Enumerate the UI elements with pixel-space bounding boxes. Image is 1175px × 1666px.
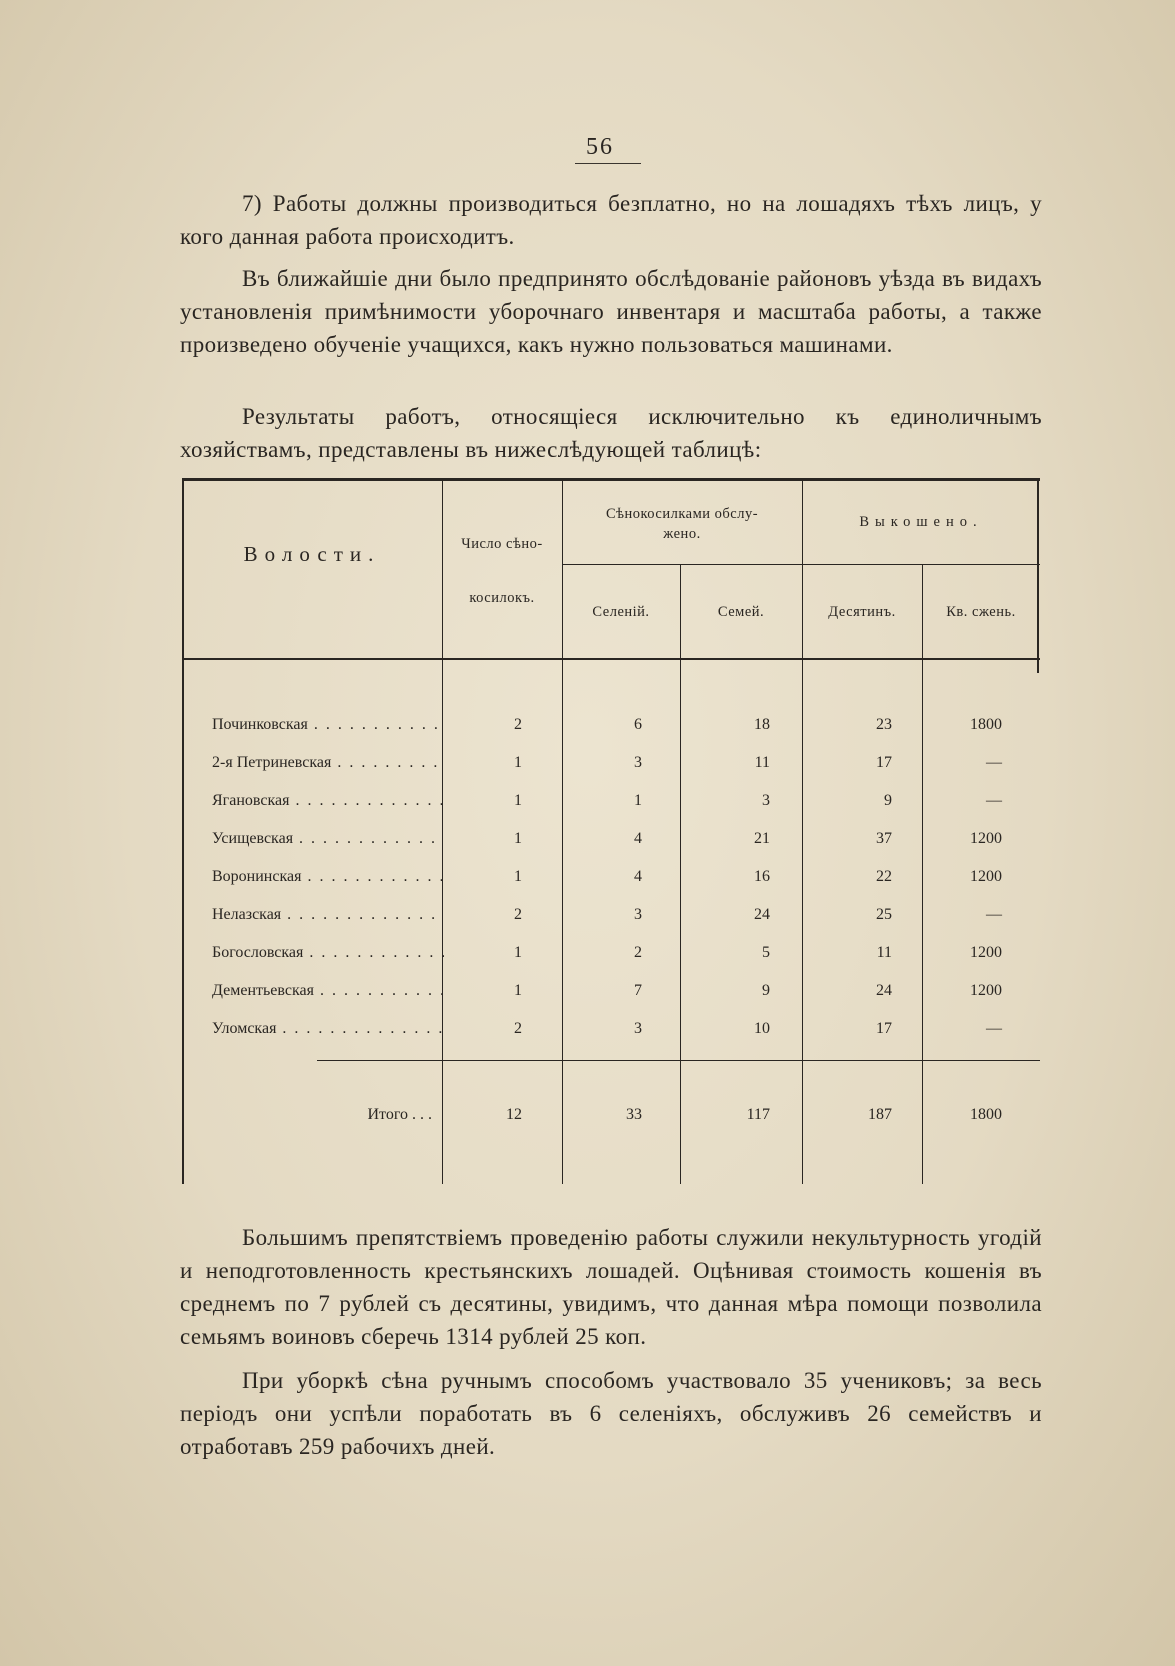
cell-seleniy: 1 [634,792,642,809]
cell-kosilok: 2 [514,1020,522,1037]
header-vykosheno: Выкошено. [859,514,983,530]
paragraph-survey: Въ ближайшіе дни было предпринято обслѣдованіе районовъ уѣзда въ видахъ установленія примѣнимости уборочнаго инвентаря и масштаба работы, а также произведено обученіе учащихся, какъ нужно пользоваться машинами. [180,266,1042,357]
cell-semey: 18 [754,716,770,733]
table-row [182,716,1040,740]
cell-kosilok: 1 [514,982,522,999]
cell-kosilok: 1 [514,868,522,885]
cell-desyatin: 17 [876,1020,892,1037]
cell-kosilok: 1 [514,754,522,771]
cell-semey: 3 [762,792,770,809]
row-name: Ягановская . . . [212,792,444,810]
paragraph-obstacles: Большимъ препятствіемъ проведенію работы служили некультурность угодій и неподготовленность крестьянскихъ лошадей. Оцѣнивая стоимость кошенія въ среднемъ по 7 рублей съ десятины, увидимъ, что данная мѣра помощи позволила семьямъ воиновъ сберечь 1314 рублей 25 коп. [180,1225,1042,1349]
cell-seleniy: 7 [634,982,642,999]
total-desyatin: 187 [868,1106,892,1123]
row-name: Починковская . . . [212,716,444,734]
header-semey: Семей. [717,604,765,620]
row-name: Богословская . . . [212,944,444,962]
table-top-rule [182,478,1040,481]
results-table [182,478,1040,1184]
row-name: Уломская . . . [212,1020,444,1038]
cell-kv-sazhen: — [986,906,1002,923]
row-name: Дементьевская . . . [212,982,444,1000]
paragraph-results-intro: Результаты работъ, относящіеся исключительно къ единоличнымъ хозяйствамъ, представлены въ нижеслѣдующей таблицѣ: [180,404,1042,462]
row-name: 2-я Петриневская . . . [212,754,444,772]
header-kv-sazhen: Кв. сжень. [946,604,1016,620]
header-bottom-rule [182,658,1040,660]
total-kosilok: 12 [506,1106,522,1123]
cell-desyatin: 25 [876,906,892,923]
cell-kosilok: 1 [514,792,522,809]
page-number-rule [575,163,641,164]
header-seleniy: Селеній. [592,604,650,620]
cell-kv-sazhen: 1200 [970,944,1002,961]
table-row [182,754,1040,778]
header-chislo-1: Число сѣно- [461,536,543,552]
cell-seleniy: 2 [634,944,642,961]
cell-semey: 5 [762,944,770,961]
table-row [182,982,1040,1006]
cell-seleniy: 4 [634,830,642,847]
cell-seleniy: 3 [634,754,642,771]
cell-kv-sazhen: 1800 [970,716,1002,733]
cell-seleniy: 3 [634,1020,642,1037]
total-kv-sazhen: 1800 [970,1106,1002,1123]
row-name: Воронинская . . . [212,868,444,886]
cell-seleniy: 3 [634,906,642,923]
cell-semey: 9 [762,982,770,999]
cell-semey: 16 [754,868,770,885]
cell-desyatin: 24 [876,982,892,999]
header-desyatin: Десятинъ. [828,604,896,620]
cell-kv-sazhen: 1200 [970,868,1002,885]
table-row [182,944,1040,968]
row-name: Усищевская . . . [212,830,444,848]
table-row [182,1020,1040,1044]
cell-seleniy: 4 [634,868,642,885]
table-row [182,830,1040,854]
cell-kosilok: 2 [514,716,522,733]
cell-seleniy: 6 [634,716,642,733]
cell-kv-sazhen: — [986,792,1002,809]
header-obsluzheno-2: жено. [663,526,701,542]
header-obsluzheno-1: Сѣнокосилками обслу- [605,506,759,522]
total-rule [317,1060,1040,1061]
cell-desyatin: 9 [884,792,892,809]
cell-kv-sazhen: 1200 [970,982,1002,999]
total-label: Итого . . . [367,1106,432,1123]
paragraph-rule-7: 7) Работы должны производиться безплатно, но на лошадяхъ тѣхъ лицъ, у кого данная работа происходитъ. [180,191,1042,249]
cell-semey: 21 [754,830,770,847]
table-right-border [1037,478,1039,673]
cell-kv-sazhen: 1200 [970,830,1002,847]
cell-kosilok: 1 [514,830,522,847]
table-total-row [182,1106,1040,1130]
table-row [182,792,1040,816]
cell-desyatin: 22 [876,868,892,885]
subheader-rule-2 [802,564,1040,565]
header-chislo-2: косилокъ. [469,590,535,606]
cell-kv-sazhen: — [986,1020,1002,1037]
cell-kv-sazhen: — [986,754,1002,771]
row-name: Нелазская . . . [212,906,444,924]
cell-semey: 10 [754,1020,770,1037]
cell-kosilok: 1 [514,944,522,961]
total-seleniy: 33 [626,1106,642,1123]
total-semey: 117 [746,1106,770,1123]
cell-desyatin: 17 [876,754,892,771]
cell-desyatin: 11 [876,944,892,961]
cell-desyatin: 37 [876,830,892,847]
table-row [182,906,1040,930]
cell-desyatin: 23 [876,716,892,733]
header-volosti: Волости. [243,542,381,566]
cell-semey: 11 [754,754,770,771]
cell-semey: 24 [754,906,770,923]
paragraph-manual-harvest: При уборкѣ сѣна ручнымъ способомъ участвовало 35 учениковъ; за весь періодъ они успѣли поработать въ 6 селеніяхъ, обслуживъ 26 семействъ и отработавъ 259 рабочихъ дней. [180,1368,1042,1459]
page-number: 56 [586,134,614,160]
table-row [182,868,1040,892]
cell-kosilok: 2 [514,906,522,923]
